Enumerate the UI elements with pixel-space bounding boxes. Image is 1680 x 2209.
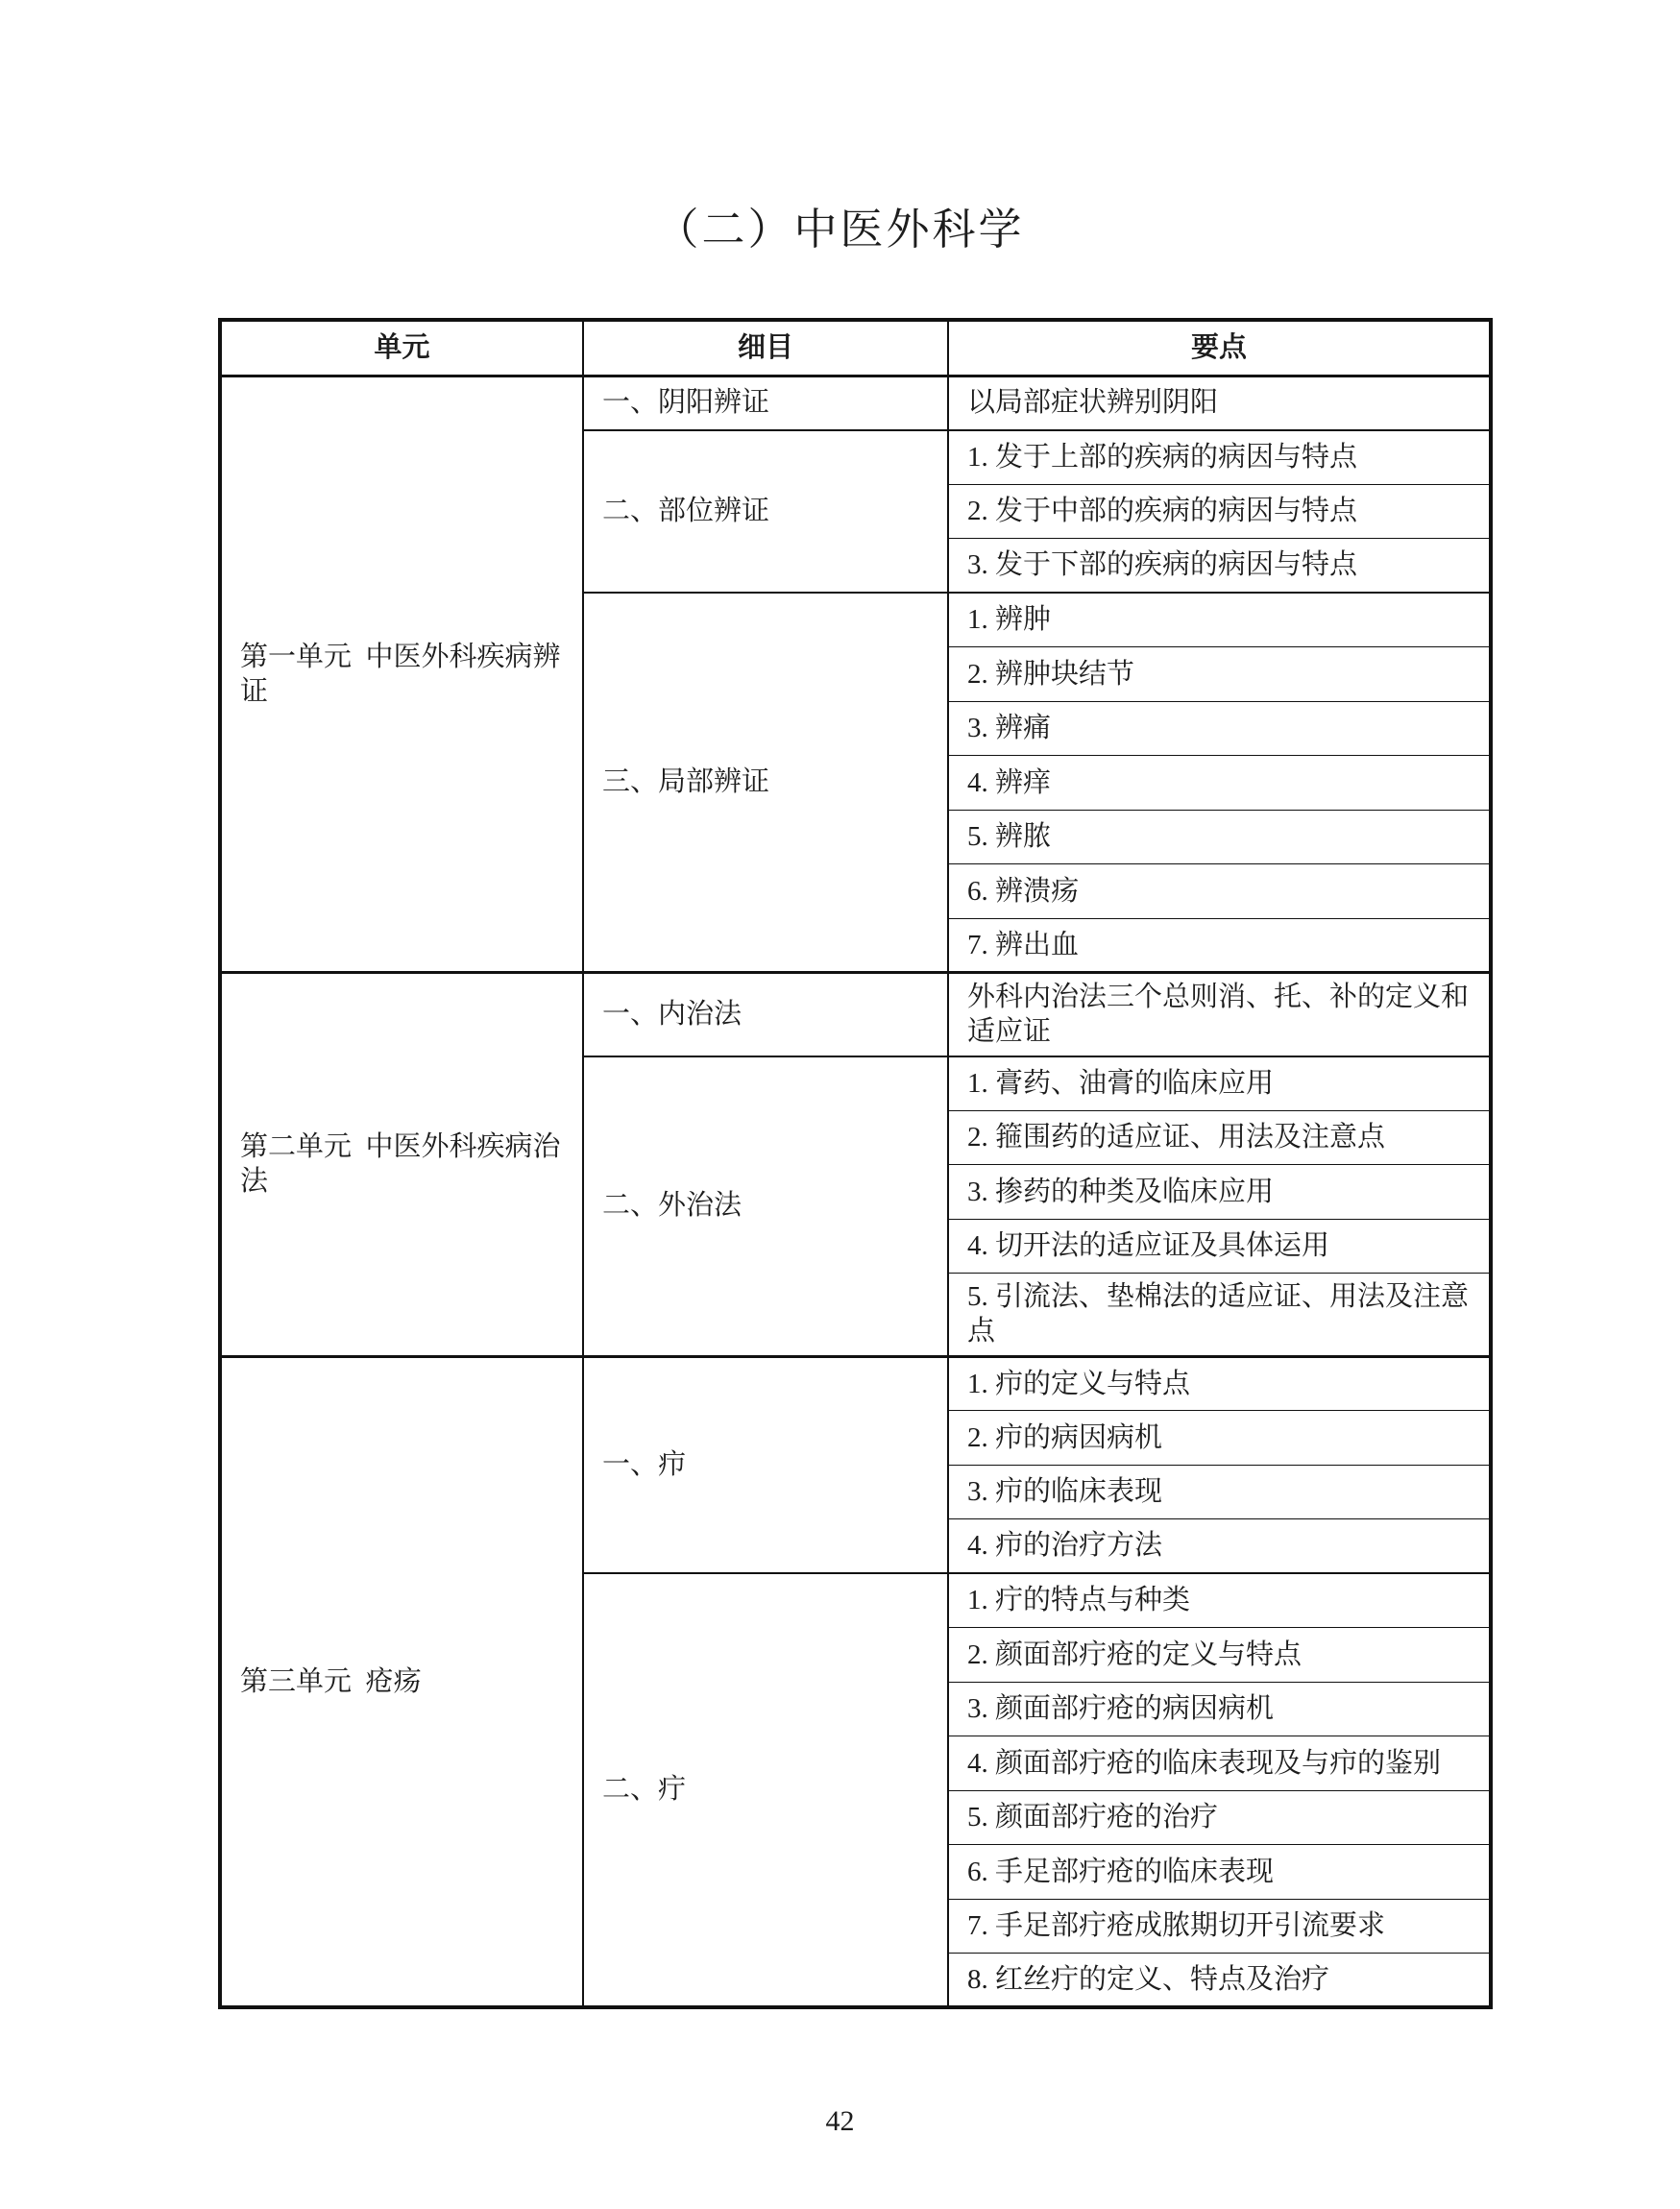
point-cell: 3. 发于下部的疾病的病因与特点 — [948, 539, 1491, 594]
point-cell: 3. 颜面部疔疮的病因病机 — [948, 1682, 1491, 1736]
point-cell: 3. 疖的临床表现 — [948, 1465, 1491, 1519]
item-cell: 一、阴阳辨证 — [583, 376, 948, 430]
point-cell: 3. 辨痛 — [948, 701, 1491, 756]
item-cell: 二、部位辨证 — [583, 430, 948, 594]
unit-cell: 第三单元 疮疡 — [220, 1356, 583, 2007]
point-cell: 2. 颜面部疔疮的定义与特点 — [948, 1628, 1491, 1683]
item-cell: 一、内治法 — [583, 973, 948, 1056]
point-cell: 1. 疖的定义与特点 — [948, 1356, 1491, 1411]
point-cell: 4. 疖的治疗方法 — [948, 1519, 1491, 1574]
point-cell: 5. 辨脓 — [948, 810, 1491, 864]
point-cell: 外科内治法三个总则消、托、补的定义和适应证 — [948, 973, 1491, 1056]
point-cell: 1. 辨肿 — [948, 593, 1491, 647]
point-cell: 1. 膏药、油膏的临床应用 — [948, 1056, 1491, 1111]
point-cell: 5. 引流法、垫棉法的适应证、用法及注意点 — [948, 1274, 1491, 1357]
header-points: 要点 — [948, 320, 1491, 376]
point-cell: 7. 辨出血 — [948, 918, 1491, 973]
point-cell: 4. 切开法的适应证及具体运用 — [948, 1219, 1491, 1274]
point-cell: 3. 掺药的种类及临床应用 — [948, 1165, 1491, 1220]
syllabus-table — [218, 318, 1493, 2009]
table-row — [220, 1356, 1491, 1411]
point-cell: 2. 疖的病因病机 — [948, 1411, 1491, 1466]
table-row — [220, 973, 1491, 1056]
table-row — [220, 376, 1491, 430]
item-cell: 一、疖 — [583, 1356, 948, 1573]
point-cell: 7. 手足部疔疮成脓期切开引流要求 — [948, 1899, 1491, 1954]
point-cell: 以局部症状辨别阴阳 — [948, 376, 1491, 430]
point-cell: 4. 辨痒 — [948, 756, 1491, 811]
point-cell: 2. 发于中部的疾病的病因与特点 — [948, 484, 1491, 539]
point-cell: 2. 辨肿块结节 — [948, 647, 1491, 702]
point-cell: 1. 发于上部的疾病的病因与特点 — [948, 430, 1491, 485]
page-number: 42 — [825, 2105, 855, 2137]
unit-cell: 第二单元 中医外科疾病治法 — [220, 973, 583, 1357]
point-cell: 4. 颜面部疔疮的临床表现及与疖的鉴别 — [948, 1736, 1491, 1791]
table-header-row — [220, 320, 1491, 376]
point-cell: 8. 红丝疔的定义、特点及治疗 — [948, 1954, 1491, 2008]
item-cell: 三、局部辨证 — [583, 593, 948, 973]
point-cell: 5. 颜面部疔疮的治疗 — [948, 1790, 1491, 1845]
unit-cell: 第一单元 中医外科疾病辨证 — [220, 376, 583, 973]
point-cell: 1. 疔的特点与种类 — [948, 1573, 1491, 1628]
header-item: 细目 — [583, 320, 948, 376]
item-cell: 二、外治法 — [583, 1056, 948, 1357]
point-cell: 6. 手足部疔疮的临床表现 — [948, 1845, 1491, 1900]
point-cell: 2. 箍围药的适应证、用法及注意点 — [948, 1110, 1491, 1165]
item-cell: 二、疔 — [583, 1573, 948, 2007]
page-title: （二）中医外科学 — [655, 206, 1025, 254]
header-unit: 单元 — [220, 320, 583, 376]
point-cell: 6. 辨溃疡 — [948, 864, 1491, 919]
